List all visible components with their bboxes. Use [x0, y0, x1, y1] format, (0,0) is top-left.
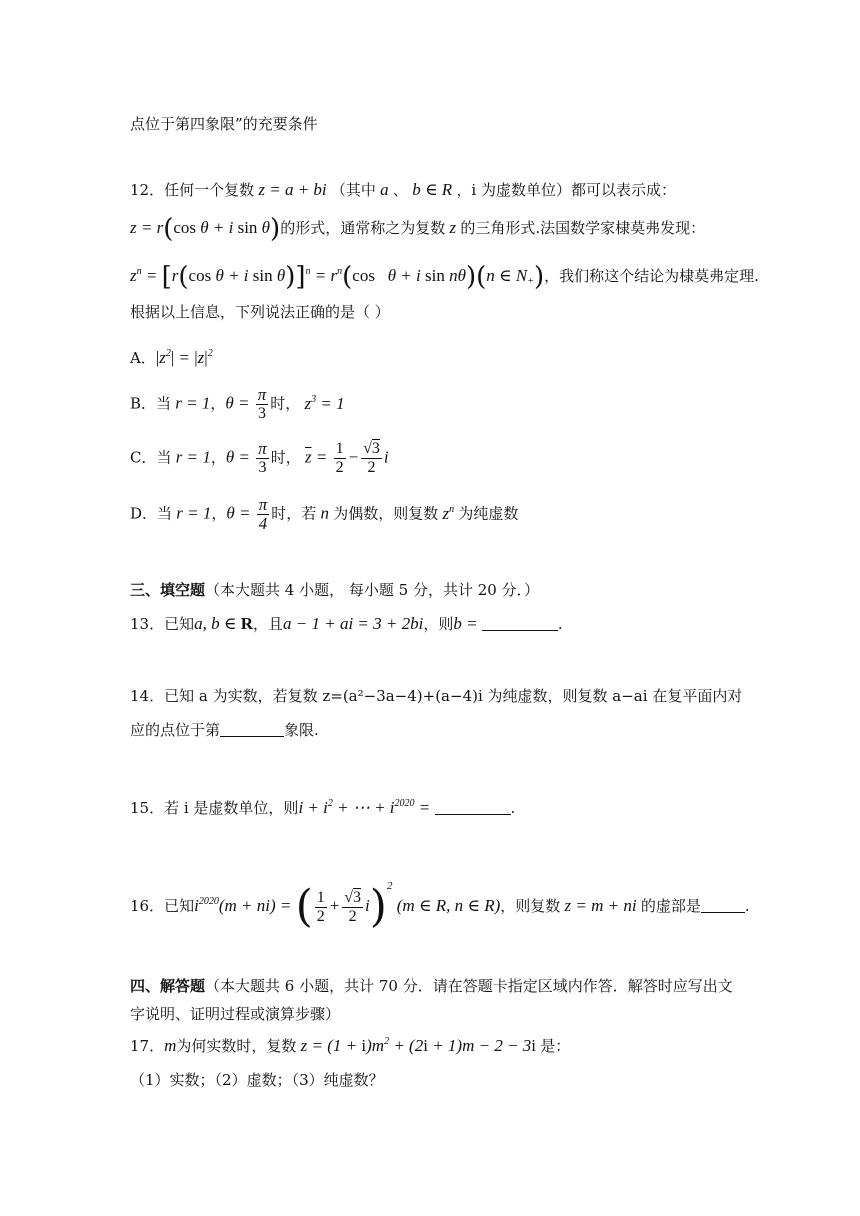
- option-a: A．$|z^2| = |z|^2$: [130, 348, 213, 367]
- question-16: 16．已知$i^{2020}(m + ni)$ = ( $\frac{1}{2}$ + $\frac{√3}{2}$ i)$^2$ (m ∈ R, n ∈ R)，则复数 z = m + ni 的虚部是 .: [130, 880, 750, 932]
- formula-trig-form: z = r(cos θ + i sin θ): [130, 214, 281, 245]
- section-4-heading-line-2: 字说明、证明过程或演算步骤）: [130, 1005, 341, 1023]
- question-17: 17．m为何实数时，复数 $z = (1 + i)m^2 + (2i + 1)m - 2 - 3i$ 是：: [130, 1036, 571, 1055]
- answer-blank[interactable]: [220, 722, 284, 737]
- question-14-line-2: 应的点位于第 象限.: [130, 721, 319, 739]
- section-4-heading-line-1: 四、解答题（本大题共 6 小题，共计 70 分．请在答题卡指定区域内作答．解答时应写出文: [130, 977, 733, 995]
- question-12-stem: 根据以上信息，下列说法正确的是（ ）: [130, 303, 390, 321]
- question-15: 15．若 i 是虚数单位，则$i + i^2$ + ⋯ + $i^{2020}$ = .: [130, 798, 516, 817]
- question-13: 13．已知a, b ∈ R，且a − 1 + ai = 3 + 2bi，则b = .: [130, 614, 563, 633]
- formula-de-moivre: $z^n = [r(\cos$ θ + i $\sin \theta)]^n = r^n(\cos$ θ + i sin nθ)(n ∈ $N_+$): [130, 262, 545, 293]
- question-14-line-1: 14．已知 a 为实数，若复数 z=(a²−3a−4)+(a−4)i 为纯虚数，则复数 a−ai 在复平面内对: [130, 687, 743, 705]
- answer-blank[interactable]: [435, 800, 511, 815]
- option-d: D．当 r = 1，θ = $\frac{\pi}{4}$ 时，若 n 为偶数，则复数 $z^n$ 为纯虚数: [130, 495, 519, 533]
- formula-z-equals-a-plus-bi: z = a + bi: [254, 180, 331, 199]
- question-12-line-3: $z^n = [r(\cos$ θ + i $\sin \theta)]^n = r^n(\cos$ θ + i sin nθ)(n ∈ $N_+$)，我们称这个结论为棣莫弗定理.: [130, 262, 759, 293]
- answer-blank[interactable]: [482, 616, 558, 631]
- option-c: C．当 r = 1，θ = $\frac{\pi}{3}$ 时， $\overline{z}$ = $\frac{1}{2}$ − $\frac{√3}{2}$ i: [130, 439, 389, 476]
- question-12-line-1: 12．任何一个复数 z = a + bi （其中 a 、 b ∈ R ，i 为虚数单位）都可以表示成：: [130, 180, 676, 199]
- section-3-heading: 三、填空题（本大题共 4 小题， 每小题 5 分，共计 20 分．）: [130, 581, 540, 599]
- question-17-parts: （1）实数；（2）虚数；（3）纯虚数？: [130, 1071, 384, 1089]
- continued-text: 点位于第四象限”的充要条件: [130, 115, 318, 133]
- question-12-line-2: z = r(cos θ + i sin θ)的形式，通常称之为复数 z 的三角形式.法国数学家棣莫弗发现：: [130, 214, 706, 245]
- option-b: B．当 r = 1，θ = $\frac{\pi}{3}$ 时， $z^3 = 1$: [130, 385, 345, 422]
- answer-blank[interactable]: [701, 898, 745, 913]
